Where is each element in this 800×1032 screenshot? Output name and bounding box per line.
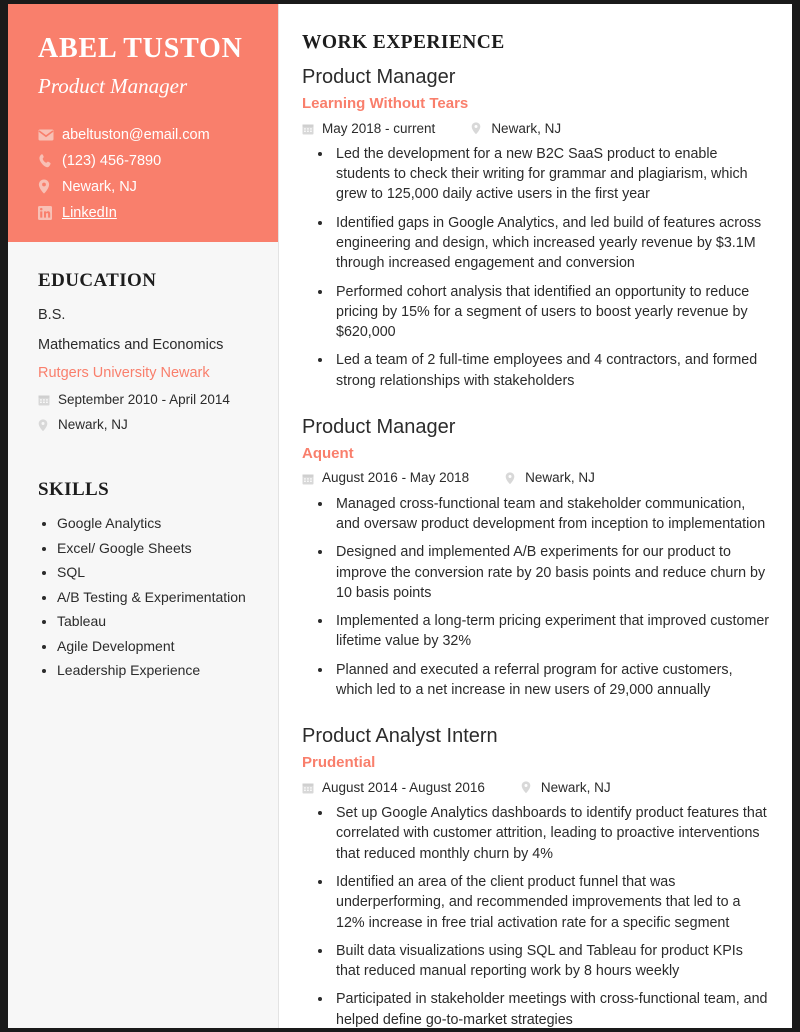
job-bullets bbox=[302, 803, 770, 1028]
education-dates: September 2010 - April 2014 bbox=[58, 392, 230, 408]
job-location: Newark, NJ bbox=[525, 470, 595, 486]
skills-section bbox=[38, 434, 249, 681]
list-item: • Led a team of 2 full-time employees and 4 contractors, and formed strong relationships with stakeholders bbox=[333, 350, 770, 391]
contact-location-text: Newark, NJ bbox=[62, 178, 137, 195]
header-block bbox=[8, 4, 279, 242]
phone-icon bbox=[38, 153, 55, 168]
job-dates-block bbox=[302, 779, 485, 797]
sidebar-body bbox=[8, 242, 279, 681]
job-role: Product Analyst Intern bbox=[302, 725, 498, 748]
list-item: • Agile Development bbox=[57, 636, 249, 657]
education-location-row bbox=[38, 416, 249, 434]
education-heading: EDUCATION bbox=[38, 270, 157, 291]
list-item: • Google Analytics bbox=[57, 513, 249, 534]
contact-list bbox=[38, 124, 249, 224]
job-company: Prudential bbox=[302, 754, 376, 772]
education-dates-row bbox=[38, 391, 249, 409]
list-item: • Identified an area of the client product funnel that was underperforming, and recommended improvements that led to a 12% increase in free trial activation rate for a specific segment bbox=[333, 872, 770, 933]
job-company: Learning Without Tears bbox=[302, 95, 469, 112]
skills-list bbox=[38, 513, 249, 681]
skills-heading: SKILLS bbox=[38, 479, 110, 501]
education-section bbox=[38, 242, 249, 434]
job-location-block bbox=[505, 469, 595, 487]
job-dates: August 2014 - August 2016 bbox=[322, 779, 485, 795]
location-pin-icon bbox=[521, 781, 535, 794]
job-entry bbox=[302, 415, 770, 700]
contact-phone[interactable] bbox=[38, 150, 249, 172]
location-pin-icon bbox=[38, 179, 55, 194]
education-field: Mathematics and Economics bbox=[38, 337, 224, 354]
work-experience-heading: WORK EXPERIENCE bbox=[302, 32, 505, 53]
education-location: Newark, NJ bbox=[58, 417, 128, 433]
calendar-icon bbox=[302, 782, 316, 794]
list-item: • Set up Google Analytics dashboards to identify product features that correlated with customer attrition, leading to proactive interventions that reduced monthly churn by 4% bbox=[333, 803, 770, 864]
job-dates: May 2018 - current bbox=[322, 120, 436, 136]
education-degree: B.S. bbox=[38, 307, 66, 323]
list-item: • SQL bbox=[57, 562, 249, 583]
location-pin-icon bbox=[38, 419, 52, 432]
calendar-icon bbox=[302, 473, 316, 485]
list-item: • Performed cohort analysis that identified an opportunity to reduce pricing by 15% for a segment of users to boost yearly revenue by $620,000 bbox=[333, 282, 770, 343]
calendar-icon bbox=[302, 123, 316, 135]
job-entry bbox=[302, 65, 770, 391]
job-location-block bbox=[471, 120, 561, 138]
location-pin-icon bbox=[505, 472, 519, 485]
contact-location bbox=[38, 176, 249, 198]
list-item: • Participated in stakeholder meetings with cross-functional team, and helped define go-to-market strategies bbox=[333, 989, 770, 1028]
list-item: • Excel/ Google Sheets bbox=[57, 538, 249, 559]
job-bullets bbox=[302, 144, 770, 391]
job-company: Aquent bbox=[302, 444, 354, 462]
main-content bbox=[279, 4, 792, 1028]
job-meta bbox=[302, 120, 770, 138]
job-dates: August 2016 - May 2018 bbox=[322, 470, 470, 486]
sidebar bbox=[8, 4, 279, 1028]
list-item: • Led the development for a new B2C SaaS product to enable students to check their writing for grammar and plagiarism, which grew to 125,000 daily active users in the first year bbox=[333, 144, 770, 205]
job-meta bbox=[302, 779, 770, 797]
contact-phone-text: (123) 456-7890 bbox=[62, 152, 162, 169]
list-item: • Built data visualizations using SQL and Tableau for product KPIs that reduced manual reporting work by 8 hours weekly bbox=[333, 941, 770, 982]
list-item: • Designed and implemented A/B experiments for our product to improve the conversion rate by 20 basis points and reduce churn by 10 basis points bbox=[333, 542, 770, 603]
candidate-name: ABEL TUSTON bbox=[38, 33, 243, 64]
candidate-job-title: Product Manager bbox=[38, 73, 188, 98]
list-item: • Implemented a long-term pricing experiment that improved customer lifetime value by 32% bbox=[333, 611, 770, 652]
list-item: • Identified gaps in Google Analytics, and led build of features across engineering and design, which increased yearly revenue by $3.1M through increased engagement and conversion bbox=[333, 213, 770, 274]
job-location: Newark, NJ bbox=[540, 779, 611, 795]
contact-linkedin[interactable] bbox=[38, 202, 249, 224]
job-role: Product Manager bbox=[302, 415, 456, 438]
contact-email[interactable] bbox=[38, 124, 249, 146]
sidebar-divider bbox=[278, 4, 279, 1028]
envelope-icon bbox=[38, 129, 55, 141]
contact-linkedin-text[interactable]: LinkedIn bbox=[62, 204, 117, 221]
list-item: • Managed cross-functional team and stakeholder communication, and oversaw product development from inception to implementation bbox=[333, 494, 770, 535]
location-pin-icon bbox=[471, 122, 485, 135]
calendar-icon bbox=[38, 394, 52, 406]
job-entry bbox=[302, 724, 770, 1028]
linkedin-icon bbox=[38, 206, 55, 220]
job-location: Newark, NJ bbox=[491, 120, 562, 136]
list-item: • Planned and executed a referral program for active customers, which led to a net increase in new users of 29,000 annually bbox=[333, 660, 770, 701]
education-school: Rutgers University Newark bbox=[38, 365, 210, 382]
job-location-block bbox=[521, 779, 611, 797]
job-role: Product Manager bbox=[302, 66, 456, 88]
resume-page bbox=[8, 4, 792, 1028]
job-dates-block bbox=[302, 469, 469, 487]
job-bullets bbox=[302, 494, 770, 701]
list-item: • A/B Testing & Experimentation bbox=[57, 587, 249, 608]
list-item: • Leadership Experience bbox=[57, 660, 249, 681]
job-meta bbox=[302, 469, 770, 487]
list-item: • Tableau bbox=[57, 611, 249, 632]
job-dates-block bbox=[302, 120, 435, 138]
contact-email-text: abeltuston@email.com bbox=[62, 126, 210, 143]
